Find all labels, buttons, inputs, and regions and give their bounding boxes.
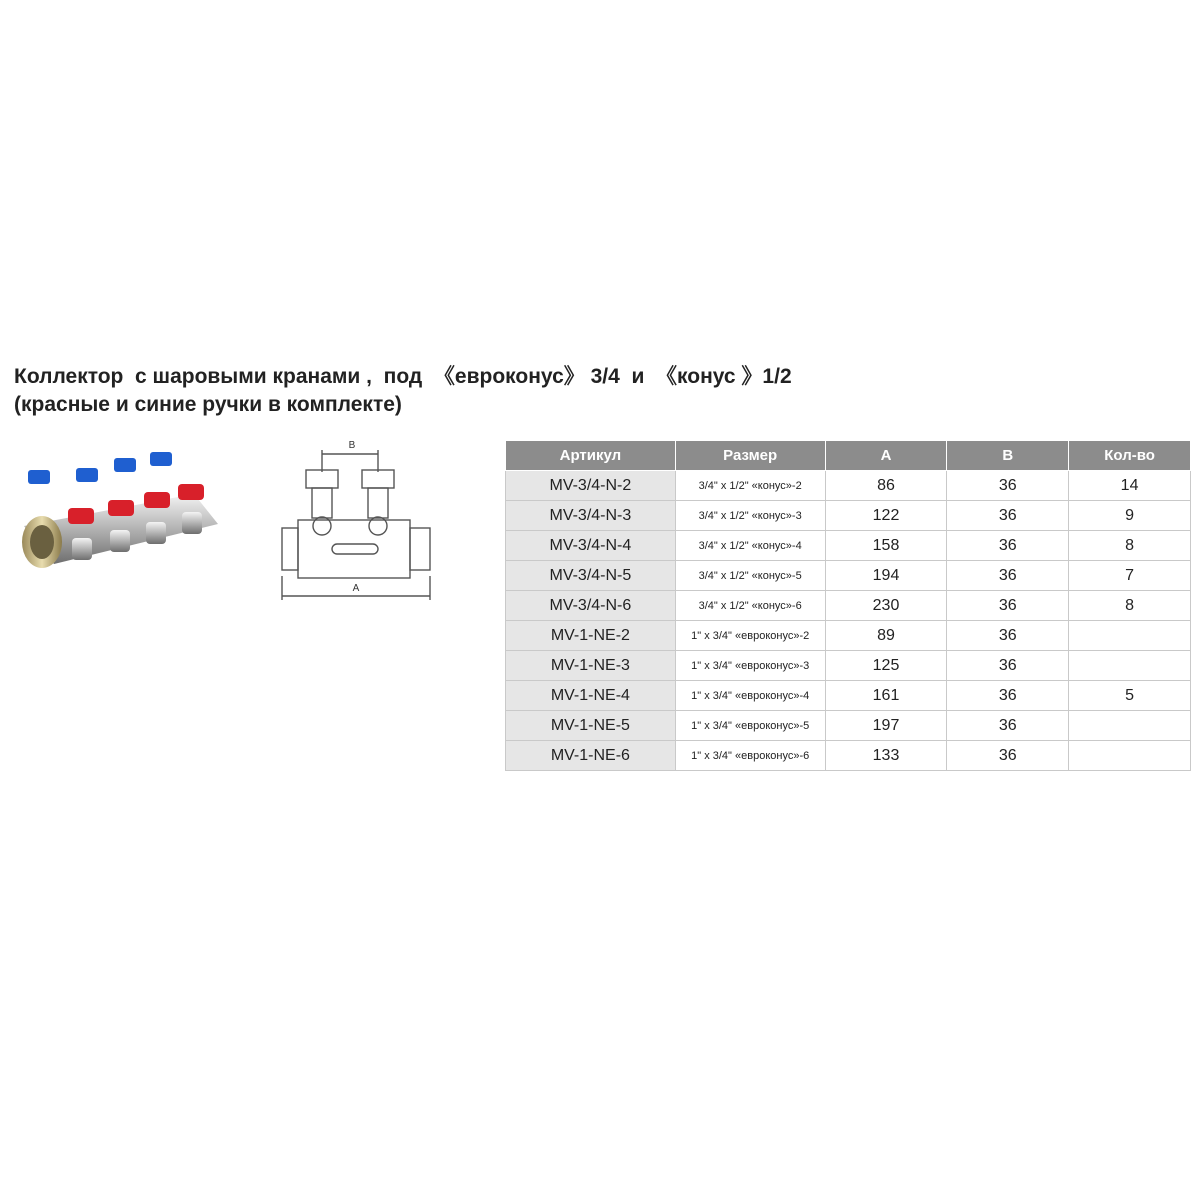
cell-qty: 7 <box>1069 561 1191 591</box>
cell-a: 89 <box>825 621 947 651</box>
cell-article: MV-3/4-N-3 <box>506 501 676 531</box>
cell-article: MV-1-NE-4 <box>506 681 676 711</box>
col-header-article: Артикул <box>506 441 676 471</box>
cell-qty <box>1069 711 1191 741</box>
cell-b: 36 <box>947 501 1069 531</box>
cell-qty <box>1069 741 1191 771</box>
manifold-photo <box>14 446 244 586</box>
table-row <box>506 741 1191 771</box>
cell-qty <box>1069 651 1191 681</box>
cell-article: MV-1-NE-6 <box>506 741 676 771</box>
cell-article: MV-1-NE-2 <box>506 621 676 651</box>
table-row <box>506 711 1191 741</box>
product-title-line1: Коллектор с шаровыми кранами , под 《евроконус》 3/4 и 《конус 》1/2 <box>14 365 792 388</box>
cell-b: 36 <box>947 561 1069 591</box>
cell-a: 86 <box>825 471 947 501</box>
cell-b: 36 <box>947 681 1069 711</box>
cell-article: MV-3/4-N-2 <box>506 471 676 501</box>
cell-size: 3/4" x 1/2" «конус»-3 <box>675 501 825 531</box>
cell-article: MV-1-NE-3 <box>506 651 676 681</box>
cell-b: 36 <box>947 531 1069 561</box>
cell-size: 3/4" x 1/2" «конус»-5 <box>675 561 825 591</box>
blue-handles <box>28 452 172 484</box>
cell-qty <box>1069 621 1191 651</box>
product-title <box>14 363 792 419</box>
col-header-size: Размер <box>675 441 825 471</box>
col-header-a: A <box>825 441 947 471</box>
cell-a: 161 <box>825 681 947 711</box>
spec-table-body <box>506 471 1191 771</box>
cell-size: 1" x 3/4" «евроконус»-4 <box>675 681 825 711</box>
cell-a: 125 <box>825 651 947 681</box>
dimension-drawing <box>272 436 452 606</box>
col-header-b: B <box>947 441 1069 471</box>
cell-qty: 9 <box>1069 501 1191 531</box>
cell-article: MV-3/4-N-4 <box>506 531 676 561</box>
spec-table-header <box>506 441 1191 471</box>
table-row <box>506 561 1191 591</box>
cell-qty: 5 <box>1069 681 1191 711</box>
cell-size: 1" x 3/4" «евроконус»-5 <box>675 711 825 741</box>
col-header-qty: Кол-во <box>1069 441 1191 471</box>
cell-b: 36 <box>947 591 1069 621</box>
cell-size: 3/4" x 1/2" «конус»-4 <box>675 531 825 561</box>
cell-a: 197 <box>825 711 947 741</box>
cell-article: MV-3/4-N-5 <box>506 561 676 591</box>
cell-a: 133 <box>825 741 947 771</box>
cell-a: 194 <box>825 561 947 591</box>
table-row <box>506 681 1191 711</box>
cell-qty: 8 <box>1069 531 1191 561</box>
cell-a: 122 <box>825 501 947 531</box>
table-row <box>506 471 1191 501</box>
cell-qty: 14 <box>1069 471 1191 501</box>
cell-b: 36 <box>947 471 1069 501</box>
cell-qty: 8 <box>1069 591 1191 621</box>
table-row <box>506 621 1191 651</box>
product-title-line2: (красные и синие ручки в комплекте) <box>14 393 402 416</box>
cell-b: 36 <box>947 621 1069 651</box>
dim-label-b: B <box>348 440 356 451</box>
table-row <box>506 591 1191 621</box>
cell-size: 1" x 3/4" «евроконус»-2 <box>675 621 825 651</box>
cell-b: 36 <box>947 651 1069 681</box>
cell-size: 1" x 3/4" «евроконус»-6 <box>675 741 825 771</box>
cell-size: 1" x 3/4" «евроконус»-3 <box>675 651 825 681</box>
table-row <box>506 501 1191 531</box>
cell-size: 3/4" x 1/2" «конус»-6 <box>675 591 825 621</box>
table-row <box>506 651 1191 681</box>
table-row <box>506 531 1191 561</box>
cell-a: 158 <box>825 531 947 561</box>
cell-b: 36 <box>947 711 1069 741</box>
spec-table <box>505 440 1191 771</box>
dim-label-a: A <box>352 583 360 594</box>
cell-article: MV-3/4-N-6 <box>506 591 676 621</box>
cell-size: 3/4" x 1/2" «конус»-2 <box>675 471 825 501</box>
cell-b: 36 <box>947 741 1069 771</box>
cell-a: 230 <box>825 591 947 621</box>
cell-article: MV-1-NE-5 <box>506 711 676 741</box>
